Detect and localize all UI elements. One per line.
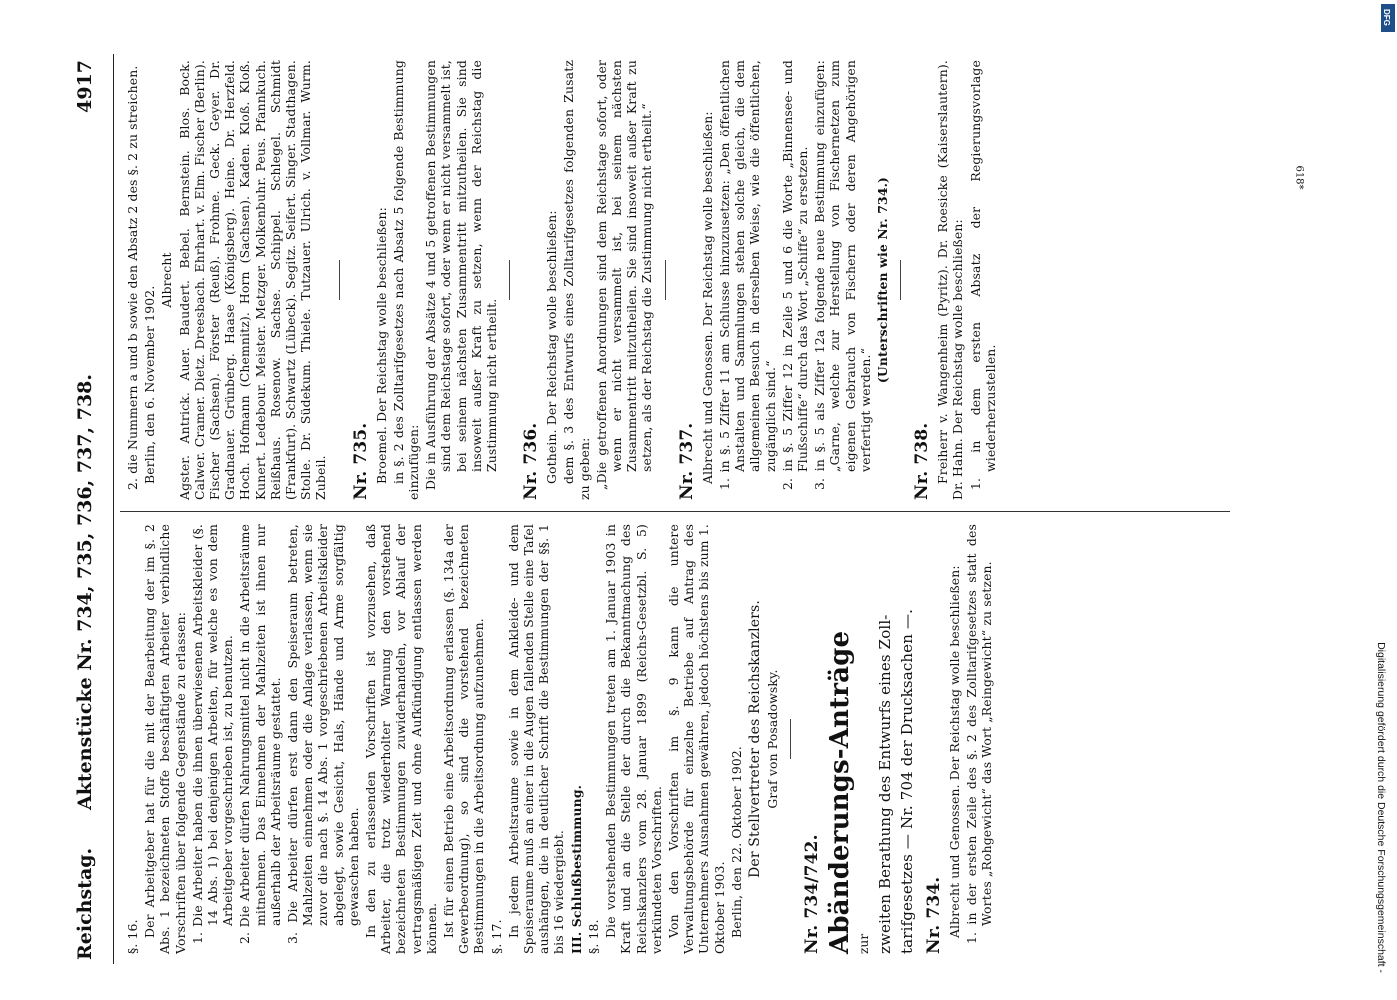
nr-736-intro: Gothein. Der Reichstag wolle beschließen:: [544, 210, 560, 484]
document-date: Berlin, den 22. Oktober 1902.: [728, 745, 744, 938]
nr-738-heading: Nr. 738.: [912, 422, 933, 500]
nr-735-heading: Nr. 735.: [350, 422, 371, 500]
nr-736-quote: „Die getroffenen Anordnungen sind dem Reichstage sofort, oder wenn er nicht versammelt ist, bei seinem nächsten Zusammentritt mitzutheilen. Sie sind insoweit außer Kraft zu setzen, als der Reichstag die Zustimmung nicht ertheilt.“: [593, 60, 655, 490]
title-line-1: zweiten Berathung des Entwurfs eines Zoll-: [875, 614, 894, 954]
right-column: [125, 60, 1000, 500]
sidebar-credit: [1375, 6, 1394, 996]
signer-title: Der Stellvertreter des Reichskanzlers.: [746, 600, 763, 878]
page-mark: 618*: [1293, 165, 1305, 190]
nr-735-text: in §. 2 des Zolltarifgesetzes nach Absatz 5 folgende Bestimmung einzufügen:: [390, 60, 422, 500]
document-main-title: Abänderungs-Anträge: [825, 630, 856, 954]
separator: [900, 260, 901, 300]
section-18-paragraph-2: Von den Vorschriften im §. 9 kann die untere Verwaltungsbehörde für einzelne Betriebe auf Antrag des Unternehmers Ausnahmen gewähren, jedoch höchstens bis zum 1. Oktober 1903.: [665, 524, 727, 954]
nr-734-item-1: 1. in der ersten Zeile des §. 2 des Zolltarifgesetzes statt des Wortes „Rohgewicht“ das Wort „Reingewicht“ zu setzen.: [963, 524, 994, 944]
nr-737-item-1: 1. in §. 5 Ziffer 11 am Schlusse hinzuzusetzen: „Den öffentlichen Anstalten und Sammlungen stehen solche gleich, die dem allgemeinen Besuch in derselben Weise, wie die öffentlichen, zugänglich sind.“: [716, 60, 778, 490]
section-18-paragraph-1: Die vorstehenden Bestimmungen treten am 1. Januar 1903 in Kraft und an die Stelle der durch die Bekanntmachung des Reichskanzlers vom 28. Januar 1899 (Reichs-Gesetzbl. S. 5) verkündeten Vorschriften.: [603, 524, 664, 954]
title-line-2: tarifgesetzes — Nr. 704 der Drucksachen —.: [897, 608, 916, 954]
document-number-heading: Nr. 734/742.: [802, 834, 823, 954]
section-16-item-3: 3. Die Arbeiter dürfen erst dann den Speiseraum betreten, Mahlzeiten einnehmen oder die Anlage verlassen, wenn sie zuvor die nach §. 14 Abs. 1 vorgeschriebenen Arbeitskleider abgelegt, sowie Gesicht, Hals, Hände und Arme sorgfältig gewaschen haben.: [285, 524, 361, 944]
header-center: Aktenstücke Nr. 734, 735, 736, 737, 738.: [74, 373, 96, 810]
nr-734-intro: Albrecht und Genossen. Der Reichstag wolle beschließen:: [946, 565, 962, 938]
nr-735-quote: Die in Ausführung der Absätze 4 und 5 getroffenen Bestimmungen sind dem Reichstage sofort, oder wenn er nicht versammelt ist, bei seinem nächsten Zusammentritt mitzutheilen. Sie sind insoweit außer Kraft zu setzen, wenn der Reichstag die Zustimmung nicht ertheilt.: [423, 60, 500, 490]
nr-734-item-2: 2. die Nummern a und b sowie den Absatz 2 des §. 2 zu streichen.: [125, 65, 140, 490]
nr-736-text: dem §. 3 des Entwurfs eines Zolltarifgesetzes folgenden Zusatz zu geben:: [561, 60, 592, 500]
nr-738-item-1: 1. in dem ersten Absatz der Regierungsvorlage wiederherzustellen.: [967, 60, 998, 490]
page-header: [70, 60, 110, 960]
right-date: Berlin, den 6. November 1902.: [142, 285, 158, 484]
section-17-title: §. 17.: [488, 919, 504, 954]
column-divider: [120, 511, 1230, 512]
nr-737-signatures: (Unterschriften wie Nr. 734.): [874, 176, 890, 384]
nr-737-intro: Albrecht und Genossen. Der Reichstag wolle beschließen:: [699, 111, 715, 484]
signatories-list: Agster. Antrick. Auer. Baudert. Bebel. Bernstein. Blos. Bock. Calwer. Cramer. Dietz. Dreesbach. Ehrhart. v. Elm. Fischer (Berlin). Fischer (Sachsen). Förster (Reuß). Frohme. Geck. Geyer. Dr. Gradnauer. Grünberg. Haase (Königsberg). Heine. Dr. Herzfeld. Hoch. Hofmann (Chemnitz). Horn (Sachsen). Kaden. Kloß. Kloß. Kunert. Ledebour. Meister. Metzger. Molkenbuhr. Peus. Pfannkuch. Reißhaus. Rosenow. Sachse. Schippel. Schlegel. Schmidt (Frankfurt). Schwartz (Lübeck). Segitz. Seifert. Singer. Stadthagen. Stolle. Dr. Südekum. Thiele. Tutzauer. Ulrich. v. Vollmar. Wurm. Zubeil.: [176, 60, 329, 500]
title-connector: zur: [857, 933, 872, 954]
separator: [790, 719, 791, 759]
separator: [509, 260, 510, 300]
section-16-paragraph-2: In den zu erlassenden Vorschriften ist vorzusehen, daß Arbeiter, die trotz wiederholter Warnung den vorstehend bezeichneten Bestimmungen zuwiderhandeln, vor Ablauf der vertragsmäßigen Zeit und ohne Aufkündigung entlassen werden können.: [363, 524, 439, 954]
section-16-item-2: 2. Die Arbeiter dürfen Nahrungsmittel nicht in die Arbeitsräume mitnehmen. Das Einnehmen der Mahlzeiten ist ihnen nur außerhalb der Arbeitsräume gestattet.: [237, 524, 283, 944]
part-3-title: III. Schlußbestimmung.: [568, 784, 584, 954]
dfg-logo-icon: DFG: [1381, 4, 1395, 32]
section-18-title: §. 18.: [585, 919, 601, 954]
nr-738-intro: Freiherr v. Wangenheim (Pyritz). Dr. Roesicke (Kaiserslautern). Dr. Hahn. Der Reichstag wolle beschließen:: [935, 60, 966, 500]
nr-734-heading: Nr. 734.: [923, 876, 944, 954]
section-16-title: §. 16.: [125, 919, 140, 954]
signatories-head: Albrecht: [159, 252, 175, 308]
section-16-intro: Der Arbeitgeber hat für die mit der Bearbeitung der im §. 2 Abs. 1 bezeichneten Stoffe beschäftigten Arbeiter verbindliche Vorschriften über folgende Gegenstände zu erlassen:: [142, 524, 188, 954]
nr-736-heading: Nr. 736.: [521, 422, 542, 500]
separator: [665, 260, 666, 300]
section-16-paragraph-3: Ist für einen Betrieb eine Arbeitsordnung erlassen (§. 134a der Gewerbeordnung), so sind die vorstehend bezeichneten Bestimmungen in die Arbeitsordnung aufzunehmen.: [441, 524, 487, 954]
nr-737-item-2: 2. in §. 5 Ziffer 12 in Zeile 5 und 6 die Worte „Binnensee- und Flußschiffe“ durch das Wort „Schiffe“ zu ersetzen.: [779, 60, 810, 490]
signer-name: Graf von Posadowsky.: [765, 669, 781, 809]
sidebar-credit-text: Digitalisierung gefördert durch die Deutsche Forschungsgemeinschaft -: [1375, 642, 1387, 973]
nr-737-heading: Nr. 737.: [676, 422, 697, 500]
left-column: [125, 524, 996, 954]
nr-735-intro: Broemel. Der Reichstag wolle beschließen:: [373, 207, 389, 484]
separator: [339, 260, 340, 300]
section-17-text: In jedem Arbeitsraume sowie in dem Ankleide- und dem Speiseraume muß an einer in die Augen fallenden Stelle eine Tafel aushängen, die in deutlicher Schrift die Bestimmungen der §§. 1 bis 16 wiedergiebt.: [505, 524, 567, 954]
page-number: 4917: [74, 60, 96, 113]
header-rule: [113, 54, 114, 964]
nr-737-item-3: 3. in §. 5 als Ziffer 12a folgende neue Bestimmung einzufügen: „Garne, welche zur Herstellung von Fischernetzen zum eigenen Gebrauch von Fischern oder deren Angehörigen verfertigt werden.“: [812, 60, 873, 490]
section-16-item-1: 1. Die Arbeiter haben die ihnen überwiesenen Arbeitskleider (§. 14 Abs. 1) bei denjenigen Arbeiten, für welche es von dem Arbeitgeber vorgeschrieben ist, zu benutzen.: [189, 524, 236, 944]
header-left: Reichstag.: [74, 847, 96, 960]
